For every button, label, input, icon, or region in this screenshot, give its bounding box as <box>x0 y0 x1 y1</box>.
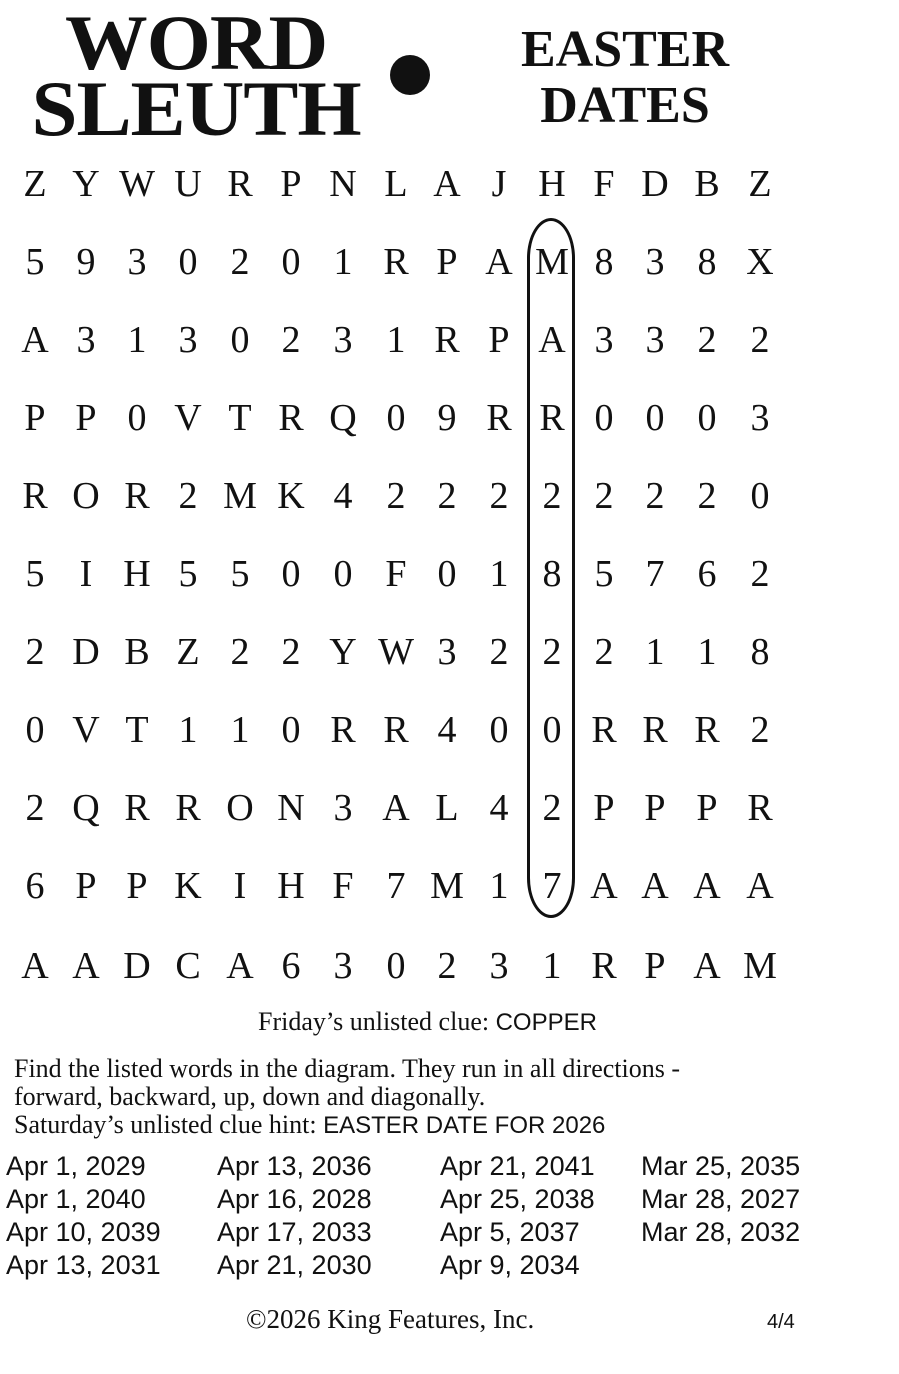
grid-cell: L <box>435 787 459 829</box>
grid-cell: W <box>119 163 155 205</box>
grid-cell: R <box>539 397 565 439</box>
grid-cell: 8 <box>542 553 562 595</box>
word-list-item: Apr 16, 2028 <box>217 1184 372 1214</box>
grid-cell: R <box>175 787 201 829</box>
grid-cell: R <box>694 709 720 751</box>
title-line-2: SLEUTH <box>31 65 361 152</box>
grid-cell: 5 <box>25 553 45 595</box>
grid-cell: 3 <box>645 241 665 283</box>
title-line-1: WORD <box>65 0 328 86</box>
grid-cell: 3 <box>76 319 96 361</box>
friday-clue <box>258 1006 597 1039</box>
word-list-item: Mar 28, 2032 <box>641 1217 801 1247</box>
word-list-item: Apr 10, 2039 <box>6 1217 161 1247</box>
grid-cell: 0 <box>25 709 45 751</box>
grid-cell: 1 <box>127 319 147 361</box>
word-list-item: Apr 25, 2038 <box>440 1184 595 1214</box>
grid-cell: A <box>485 241 513 283</box>
theme-line-1: EASTER <box>520 21 730 78</box>
instructions-line-1: Find the listed words in the diagram. They run in all directions - <box>14 1054 681 1083</box>
grid-cell: 3 <box>437 631 457 673</box>
grid-cell: R <box>124 787 150 829</box>
grid-cell: R <box>278 397 304 439</box>
grid-cell: A <box>433 163 461 205</box>
grid-cell: 0 <box>281 553 301 595</box>
grid-cell: X <box>746 241 774 283</box>
saturday-hint-answer: EASTER DATE FOR 2026 <box>323 1112 606 1139</box>
instructions-line-2: forward, backward, up, down and diagonally. <box>14 1082 486 1111</box>
grid-cell: 2 <box>230 631 250 673</box>
word-list <box>6 1150 886 1290</box>
word-column-1 <box>6 1150 161 1282</box>
grid-cell: 3 <box>127 241 147 283</box>
grid-cell: V <box>174 397 202 439</box>
grid-cell: Z <box>748 163 772 205</box>
grid-cell: P <box>593 787 615 829</box>
grid-cell: P <box>280 163 302 205</box>
grid-cell: 2 <box>25 787 45 829</box>
grid-cell: 2 <box>489 475 509 517</box>
grid-cell: A <box>590 865 618 907</box>
grid-cell: R <box>591 945 617 987</box>
grid-cell: 6 <box>697 553 717 595</box>
grid-cell: 7 <box>386 865 406 907</box>
grid-cell: 1 <box>489 553 509 595</box>
word-list-item: Apr 13, 2036 <box>217 1151 372 1181</box>
grid-cell: T <box>125 709 149 751</box>
grid-cell: A <box>21 945 49 987</box>
grid-cell: Z <box>176 631 200 673</box>
grid-cell: P <box>696 787 718 829</box>
grid-cell: C <box>175 945 201 987</box>
grid-cell: P <box>436 241 458 283</box>
grid-cell: L <box>384 163 408 205</box>
grid-cell: 1 <box>333 241 353 283</box>
grid-cell: N <box>329 163 357 205</box>
grid-cell: O <box>72 475 100 517</box>
grid-cell: U <box>174 163 202 205</box>
saturday-hint <box>14 1111 884 1140</box>
grid-cell: 2 <box>437 945 457 987</box>
grid-cell: A <box>226 945 254 987</box>
word-list-item: Apr 21, 2041 <box>440 1151 595 1181</box>
grid-cell: O <box>226 787 254 829</box>
grid-cell: P <box>644 945 666 987</box>
grid-cell: 1 <box>230 709 250 751</box>
grid-cell: A <box>693 865 721 907</box>
grid-cell: I <box>233 865 247 907</box>
grid-cell: 2 <box>750 553 770 595</box>
grid-cell: H <box>538 163 566 205</box>
grid-cell: A <box>21 319 49 361</box>
grid-cell: H <box>277 865 305 907</box>
grid-cell: 5 <box>178 553 198 595</box>
grid-cell: 0 <box>281 241 301 283</box>
grid-cell: A <box>72 945 100 987</box>
word-list-item: Apr 17, 2033 <box>217 1217 372 1247</box>
grid-cell: 0 <box>127 397 147 439</box>
grid-cell: 2 <box>542 631 562 673</box>
grid-cell: N <box>277 787 305 829</box>
grid-cell: 6 <box>25 865 45 907</box>
grid-cell: R <box>227 163 253 205</box>
grid-cell: Y <box>72 163 100 205</box>
grid-cell: A <box>693 945 721 987</box>
instructions <box>14 1055 884 1140</box>
grid-cell: 0 <box>697 397 717 439</box>
grid-cell: P <box>126 865 148 907</box>
grid-cell: F <box>332 865 354 907</box>
grid-cell: P <box>24 397 46 439</box>
grid-cell: 2 <box>230 241 250 283</box>
grid-cell: 2 <box>489 631 509 673</box>
grid-cell: W <box>378 631 414 673</box>
grid-cell: R <box>124 475 150 517</box>
word-list-item: Apr 21, 2030 <box>217 1250 372 1280</box>
grid-cell: A <box>641 865 669 907</box>
grid-cell: 9 <box>437 397 457 439</box>
grid-cell: 0 <box>333 553 353 595</box>
grid-cell: J <box>491 163 507 205</box>
grid-cell: 2 <box>645 475 665 517</box>
word-column-3 <box>440 1150 595 1282</box>
grid-cell: 9 <box>76 241 96 283</box>
grid-cell: 8 <box>750 631 770 673</box>
grid-cell: R <box>642 709 668 751</box>
grid-cell: 2 <box>697 475 717 517</box>
grid-cell: 2 <box>281 319 301 361</box>
grid-cell: 7 <box>542 865 562 907</box>
grid-cell: 3 <box>333 945 353 987</box>
grid-cell: P <box>75 397 97 439</box>
word-list-item: Apr 13, 2031 <box>6 1250 161 1280</box>
grid-cell: 2 <box>542 787 562 829</box>
grid-cell: 0 <box>386 945 406 987</box>
word-list-item: Apr 9, 2034 <box>440 1250 580 1280</box>
grid-cell: 0 <box>281 709 301 751</box>
grid-cell: Y <box>329 631 357 673</box>
grid-cell: H <box>123 553 151 595</box>
word-list-item: Apr 1, 2029 <box>6 1151 146 1181</box>
grid-cell: 3 <box>333 319 353 361</box>
grid-cell: A <box>538 319 566 361</box>
friday-clue-label: Friday’s unlisted clue: <box>258 1007 490 1036</box>
grid-cell: 2 <box>281 631 301 673</box>
grid-cell: D <box>641 163 669 205</box>
grid-cell: F <box>385 553 407 595</box>
word-list-item: Apr 5, 2037 <box>440 1217 580 1247</box>
grid-cell: 2 <box>542 475 562 517</box>
grid-cell: 4 <box>437 709 457 751</box>
grid-cell: V <box>72 709 100 751</box>
grid-cell: P <box>75 865 97 907</box>
grid-cell: P <box>644 787 666 829</box>
grid-cell: 1 <box>386 319 406 361</box>
word-list-item: Mar 25, 2035 <box>641 1151 801 1181</box>
grid-cell: 0 <box>386 397 406 439</box>
grid-cell: 8 <box>594 241 614 283</box>
grid-cell: R <box>22 475 48 517</box>
grid-cell: M <box>223 475 257 517</box>
grid-cell: 2 <box>25 631 45 673</box>
grid-cell: 4 <box>333 475 353 517</box>
grid-cell: 5 <box>25 241 45 283</box>
grid-cell: 0 <box>230 319 250 361</box>
grid-cell: 3 <box>645 319 665 361</box>
grid-cell: A <box>382 787 410 829</box>
grid-cell: R <box>486 397 512 439</box>
grid-cell: M <box>535 241 569 283</box>
grid-cell: 1 <box>697 631 717 673</box>
grid-cell: 0 <box>645 397 665 439</box>
grid-cell: 0 <box>542 709 562 751</box>
grid-cell: M <box>743 945 777 987</box>
grid-cell: R <box>591 709 617 751</box>
grid-cell: F <box>593 163 615 205</box>
grid-cell: 3 <box>489 945 509 987</box>
grid-cell: 2 <box>750 319 770 361</box>
grid-cell: Q <box>72 787 100 829</box>
grid-cell: 2 <box>178 475 198 517</box>
saturday-hint-label: Saturday’s unlisted clue hint: <box>14 1110 317 1139</box>
grid-cell: I <box>79 553 93 595</box>
grid-cell: 2 <box>750 709 770 751</box>
grid-cell: 6 <box>281 945 301 987</box>
grid-cell: 1 <box>489 865 509 907</box>
grid-cell: 5 <box>230 553 250 595</box>
grid-cell: D <box>123 945 151 987</box>
grid-cell: Q <box>329 397 357 439</box>
grid-cell: 3 <box>594 319 614 361</box>
word-column-2 <box>217 1150 372 1282</box>
grid-cell: 0 <box>178 241 198 283</box>
grid-cell: K <box>174 865 202 907</box>
page-number: 4/4 <box>767 1311 795 1333</box>
grid-cell: 0 <box>437 553 457 595</box>
grid-cell: 3 <box>750 397 770 439</box>
grid-cell: P <box>488 319 510 361</box>
grid-cell: R <box>383 709 409 751</box>
friday-clue-answer: COPPER <box>495 1009 597 1036</box>
grid-cell: 8 <box>697 241 717 283</box>
grid-cell: M <box>430 865 464 907</box>
grid-cell: Z <box>23 163 47 205</box>
grid-cell: 3 <box>333 787 353 829</box>
grid-cell: R <box>383 241 409 283</box>
grid-cell: B <box>124 631 150 673</box>
grid-cell: 2 <box>594 631 614 673</box>
theme-line-2: DATES <box>540 77 710 134</box>
grid-cell: 0 <box>594 397 614 439</box>
grid-cell: R <box>434 319 460 361</box>
grid-cell: 4 <box>489 787 509 829</box>
grid-cell: 1 <box>178 709 198 751</box>
grid-cell: 3 <box>178 319 198 361</box>
grid-cell: 2 <box>437 475 457 517</box>
grid-cell: 7 <box>645 553 665 595</box>
grid-cell: 2 <box>386 475 406 517</box>
grid-cell: T <box>228 397 252 439</box>
grid-cell: 5 <box>594 553 614 595</box>
grid-cell: K <box>277 475 305 517</box>
grid-cell: 1 <box>542 945 562 987</box>
grid-cell: 2 <box>697 319 717 361</box>
grid-cell: 0 <box>489 709 509 751</box>
grid-cell: A <box>746 865 774 907</box>
word-list-item: Mar 28, 2027 <box>641 1184 801 1214</box>
copyright-notice: ©2026 King Features, Inc. <box>246 1304 535 1334</box>
grid-cell: R <box>747 787 773 829</box>
word-column-4 <box>641 1150 800 1249</box>
word-list-item: Apr 1, 2040 <box>6 1184 146 1214</box>
grid-cell: 0 <box>750 475 770 517</box>
grid-cell: R <box>330 709 356 751</box>
grid-cell: 2 <box>594 475 614 517</box>
grid-cell: 1 <box>645 631 665 673</box>
grid-cell: D <box>72 631 100 673</box>
grid-cell: B <box>694 163 720 205</box>
